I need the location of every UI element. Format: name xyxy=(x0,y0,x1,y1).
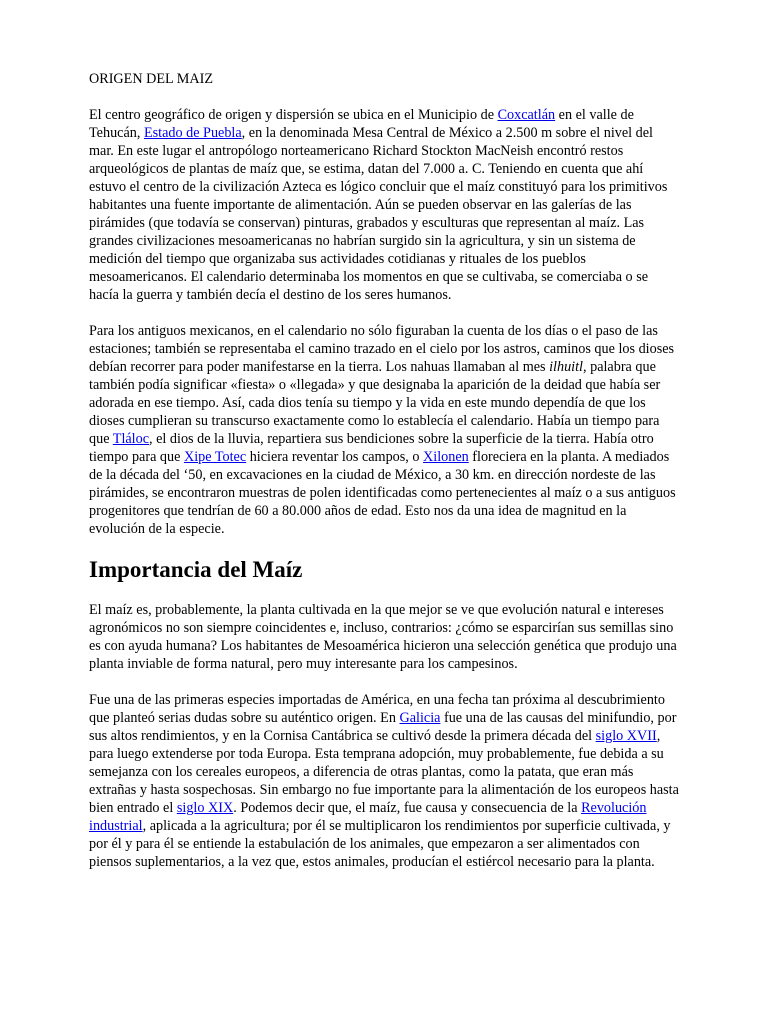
paragraph-text: El centro geográfico de origen y dispersión se ubica en el Municipio de xyxy=(89,107,498,123)
link-siglo-xvii[interactable]: siglo XVII xyxy=(595,728,657,744)
link-tlaloc[interactable]: Tláloc xyxy=(112,431,150,447)
paragraph-text: fue una de las causas del minifundio, por sus altos rendimientos, y en la Cornisa Cantábrica se cultivó desde la primera década del xyxy=(89,710,677,744)
document-title: ORIGEN DEL MAIZ xyxy=(89,71,213,87)
document-page xyxy=(89,70,681,889)
paragraph-text: en el valle de Tehucán, xyxy=(89,107,634,141)
paragraph-text: , en la denominada Mesa Central de México a 2.500 m sobre el nivel del mar. En este lugar el antropólogo norteamericano Richard Stockton MacNeish encontró restos arqueológicos de plantas de maíz que, se estima, datan del 7.000 a. C. Teniendo en cuenta que ahí estuvo el centro de la civilización Azteca es lógico concluir que el maíz constituyó para los primitivos habitantes una fuente importante de alimentación. Aún se pueden observar en las galerías de las pirámides (que todavía se conservan) pinturas, grabados y esculturas que representan al maíz. Las grandes civilizaciones mesoamericanas no habrían surgido sin la agricultura, y sin un sistema de medición del tiempo que organizaba sus actividades cotidianas y rituales de los pueblos mesoamericanos. El calendario determinaba los momentos en que se cultivaba, se comerciaba o se hacía la guerra y también decía el destino de los seres humanos. xyxy=(89,125,668,303)
link-estado-de-puebla[interactable]: Estado de Puebla xyxy=(143,125,242,141)
italic-term-ilhuitl: ilhuitl xyxy=(549,359,583,375)
link-siglo-xix[interactable]: siglo XIX xyxy=(176,800,234,816)
paragraph-origin xyxy=(89,106,681,304)
paragraph-text: floreciera en la planta. A mediados de la década del ‘50, en excavaciones en la ciudad de México, a 30 km. en dirección nordeste de las pirámides, se encontraron muestras de polen identificadas como pertenecientes al maíz o a sus antiguos progenitores que tendrían de 60 a 80.000 años de edad. Esto nos da una idea de magnitud en la evolución de la especie. xyxy=(89,449,676,537)
paragraph-text: hiciera reventar los campos, o xyxy=(246,449,424,465)
link-xilonen[interactable]: Xilonen xyxy=(423,449,469,465)
paragraph-text: . Podemos decir que, el maíz, fue causa y consecuencia de la xyxy=(233,800,582,816)
paragraph-text: , palabra que también podía significar «fiesta» o «llegada» y que designaba la aparición de la deidad que había ser adorada en ese tiempo. Así, cada dios tenía su tiempo y la vida en este mundo dependía de que los dioses cumplieran su transcurso exactamente como lo establecía el calendario. Había un tiempo para que xyxy=(89,359,661,447)
link-coxcatlan[interactable]: Coxcatlán xyxy=(497,107,556,123)
paragraph-europe xyxy=(89,691,681,871)
section-heading: Importancia del Maíz xyxy=(89,557,303,582)
paragraph-text: Para los antiguos mexicanos, en el calendario no sólo figuraban la cuenta de los días o el paso de las estaciones; también se representaba el camino trazado en el cielo por los astros, caminos que los dioses debían recorrer para poder manifestarse en la tierra. Los nahuas llamaban al mes xyxy=(89,323,675,375)
paragraph-calendar xyxy=(89,322,681,538)
paragraph-text: , para luego extenderse por toda Europa. Esta temprana adopción, muy probablemente, fue debida a su semejanza con los cereales europeos, a diferencia de otras plantas, como la patata, que eran más extrañas y hasta sospechosas. Sin embargo no fue importante para la alimentación de los europeos hasta bien entrado el xyxy=(89,728,679,816)
paragraph-text: , el dios de la lluvia, repartiera sus bendiciones sobre la superficie de la tierra. Había otro tiempo para que xyxy=(89,431,654,465)
paragraph-importance: El maíz es, probablemente, la planta cultivada en la que mejor se ve que evolución natural e intereses agronómicos no son siempre coincidentes e, incluso, contrarios: ¿cómo se esparcirían sus semillas sino es con ayuda humana? Los habitantes de Mesoamérica hicieron una selección genética que produjo una planta inviable de forma natural, pero muy interesante para los campesinos. xyxy=(89,602,677,672)
link-revolucion-industrial[interactable]: Revolución industrial xyxy=(89,800,647,834)
paragraph-text: , aplicada a la agricultura; por él se multiplicaron los rendimientos por superficie cultivada, y por él y para él se entiende la estabulación de los animales, que empezaron a ser alimentados con piensos suplementarios, a la vez que, estos animales, producían el estiércol necesario para la planta. xyxy=(89,818,671,870)
link-xipe-totec[interactable]: Xipe Totec xyxy=(183,449,247,465)
link-galicia[interactable]: Galicia xyxy=(399,710,441,726)
paragraph-text: Fue una de las primeras especies importadas de América, en una fecha tan próxima al descubrimiento que planteó serias dudas sobre su auténtico origen. En xyxy=(89,692,665,726)
